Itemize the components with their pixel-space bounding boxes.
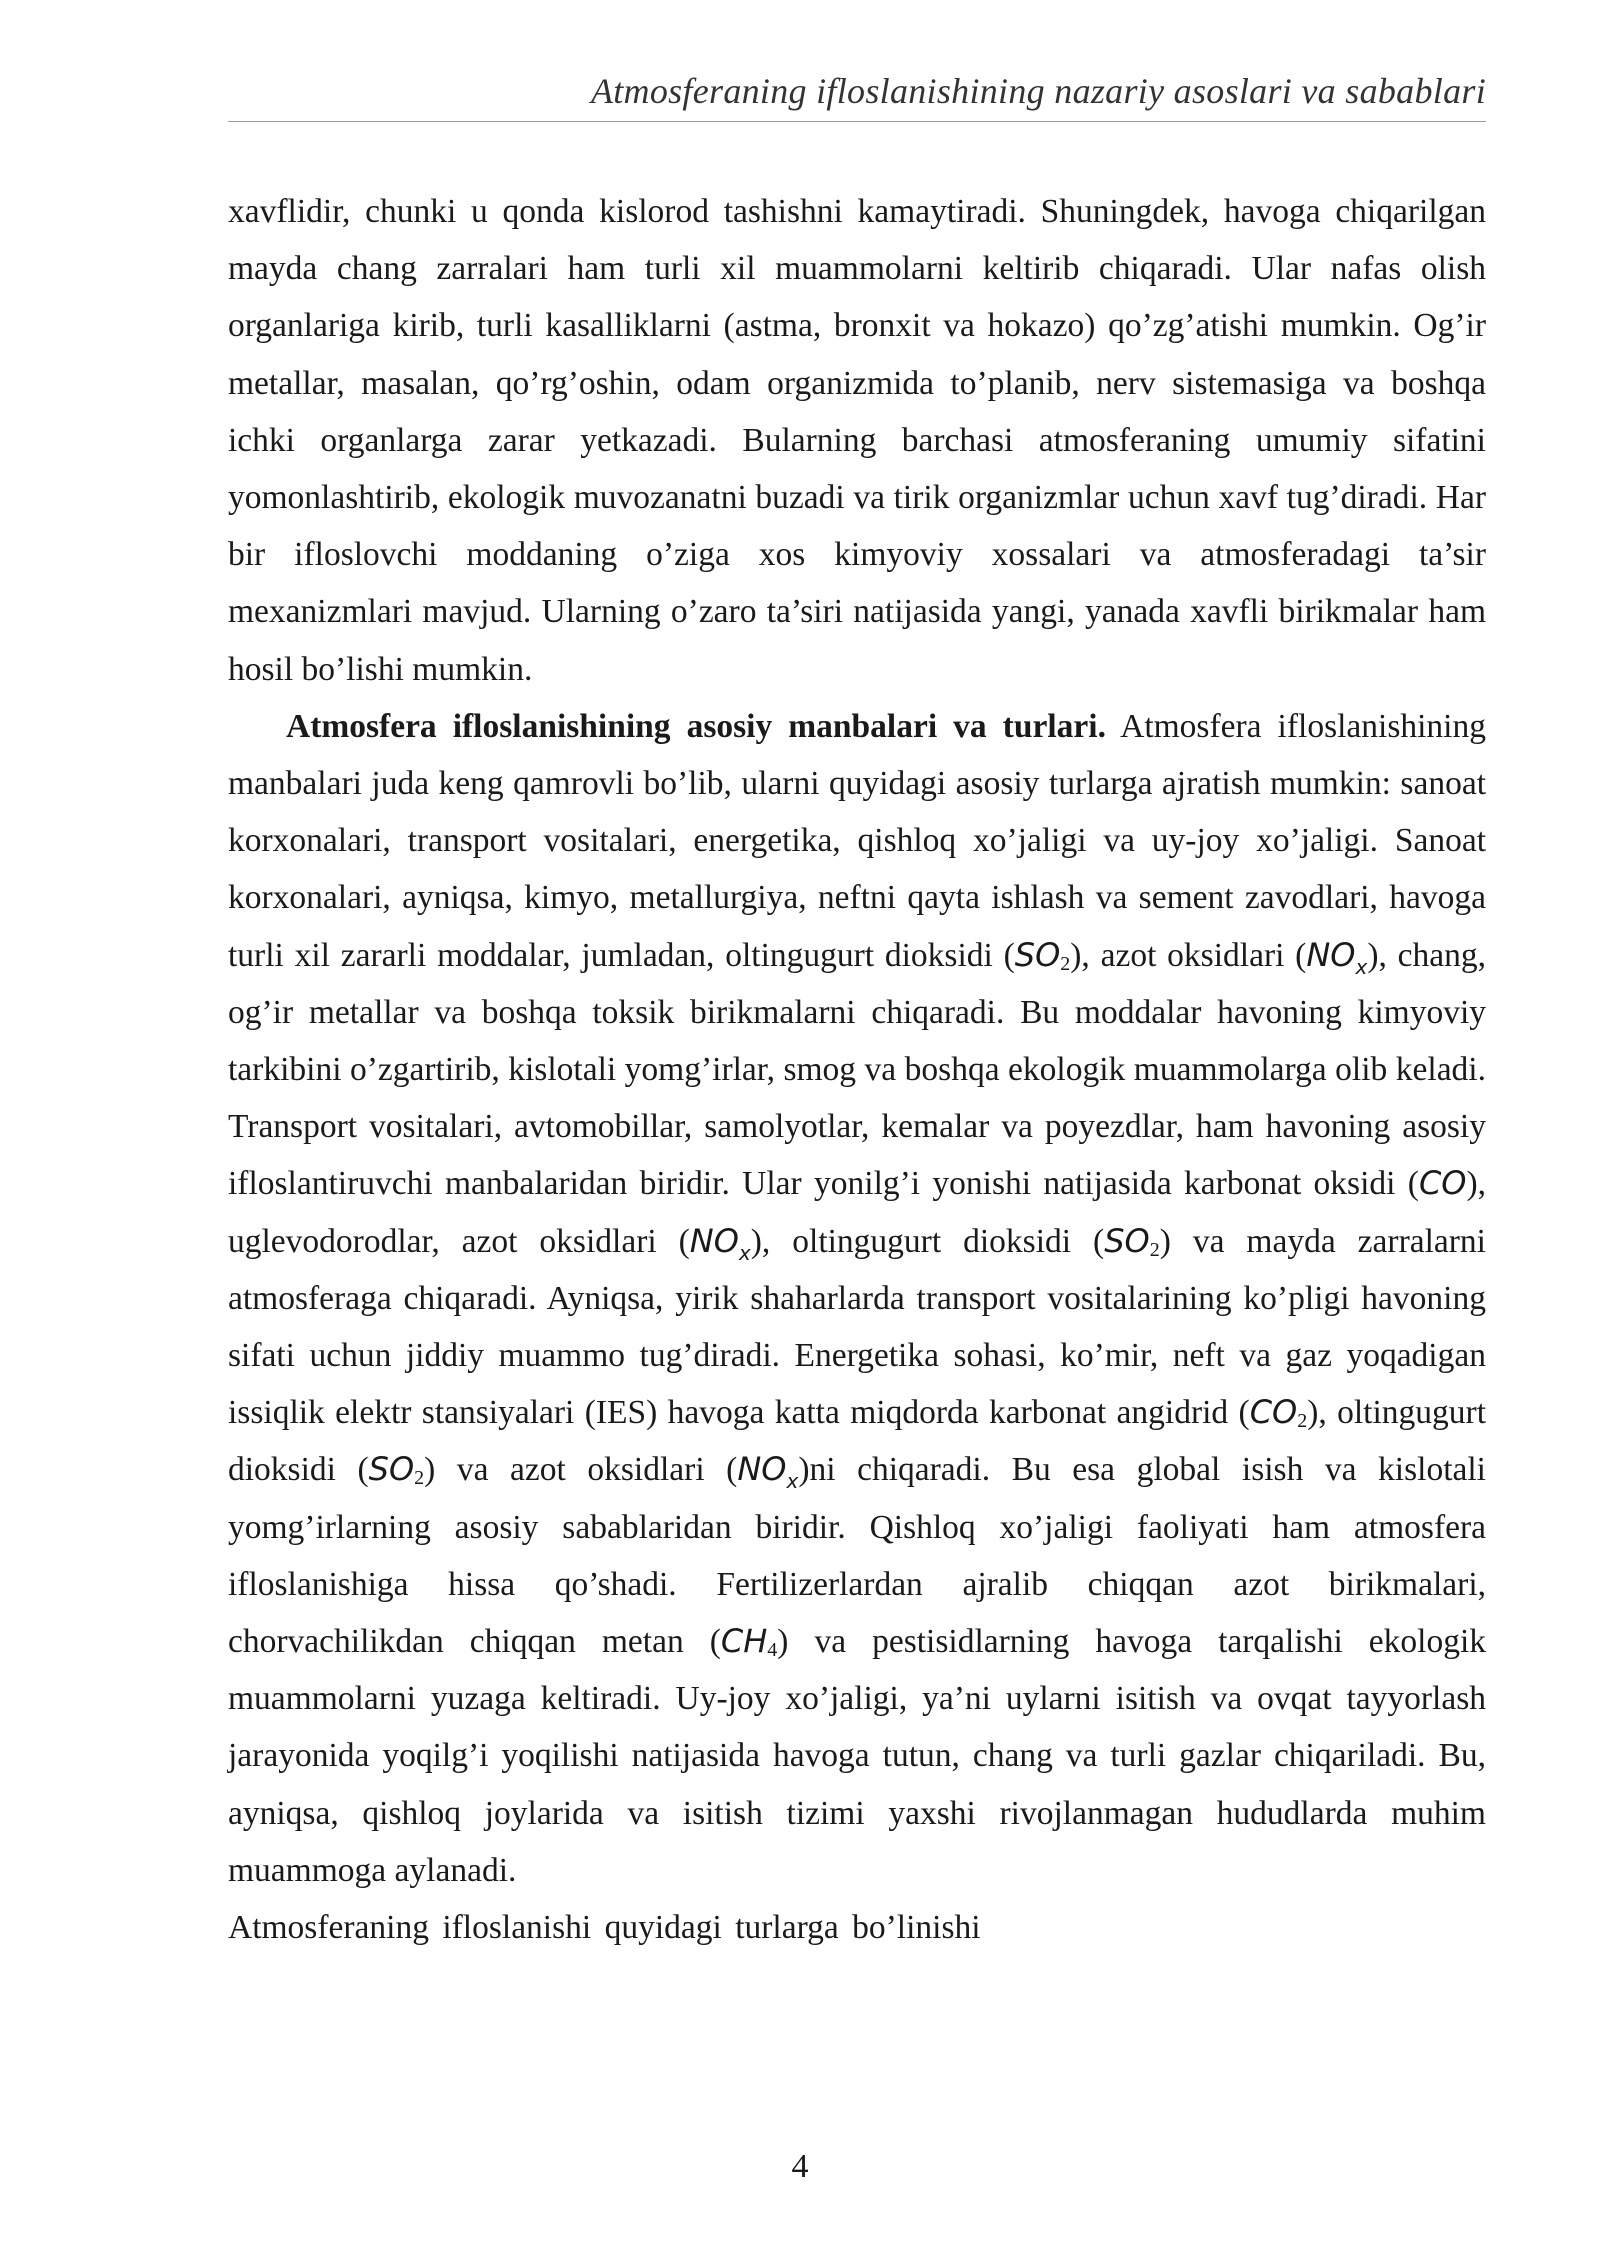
running-header-title: Atmosferaning ifloslanishining nazariy asoslari va sabablari <box>590 71 1486 111</box>
paragraph-2-text-1: Atmosfera ifloslanishining manbalari juda keng qamrovli bo’lib, ularni quyidagi asosiy turlarga ajratish mumkin: sanoat korxonalari, transport vositalari, energetika, qishloq xo’jaligi va uy-joy xo’jaligi. Sanoat korxonalari, ayniqsa, kimyo, metallurgiya, neftni qayta ishlash va sement zavodlari, havoga turli xil zararli moddalar, jumladan, oltingugurt dioksidi ( <box>228 707 1486 974</box>
paragraph-2-text-9: )ni chiqaradi. Bu esa global isish va kislotali yomg’irlarning asosiy sabablaridan biridir. Qishloq xo’jaligi faoliyati ham atmosfera ifloslanishiga hissa qo’shadi. Fertilizerlardan ajralib chiqqan azot birikmalari, chorvachilikdan chiqqan metan ( <box>228 1451 1486 1661</box>
paragraph-2-text-6: ) va mayda zarralarni atmosferaga chiqaradi. Ayniqsa, yirik shaharlarda transport vositalarining ko’pligi havoning sifati uchun jiddiy muammo tug’diradi. Energetika sohasi, ko’mir, neft va gaz yoqadigan issiqlik elektr stansiyalari (IES) havoga katta miqdorda karbonat angidrid ( <box>228 1222 1486 1432</box>
formula-nox: $NO_x$ <box>1306 935 1368 979</box>
formula-so2: $SO_2$ <box>1014 935 1071 975</box>
formula-ch4: $CH_4$ <box>720 1622 778 1662</box>
paragraph-2-text-5: ), oltingugurt dioksidi ( <box>750 1222 1105 1260</box>
paragraph-2-text-3: ), chang, og’ir metallar va boshqa toksik birikmalarni chiqaradi. Bu moddalar havoning kimyoviy tarkibini o’zgartirib, kislotali yomg’irlar, smog va boshqa ekologik muammolarga olib keladi. Transport vositalari, avtomobillar, samolyotlar, kemalar va poyezdlar, ham havoning asosiy ifloslantiruvchi manbalaridan biridir. Ular yonilg’i yonishi natijasida karbonat oksidi ( <box>228 936 1486 1203</box>
paragraph-2 <box>228 698 1486 1899</box>
formula-nox: $NO_x$ <box>737 1450 799 1494</box>
section-heading: Atmosfera ifloslanishining asosiy manbalari va turlari. <box>286 707 1106 745</box>
formula-so2: $SO_2$ <box>368 1450 425 1490</box>
paragraph-2-text-8: ) va azot oksidlari ( <box>424 1451 738 1489</box>
paragraph-2-text-10: ) va pestisidlarning havoga tarqalishi ekologik muammolarni yuzaga keltiradi. Uy-joy xo’jaligi, ya’ni uylarni isitish va ovqat tayyorlash jarayonida yoqilg’i yoqilishi natijasida havoga tutun, chang va turli gazlar chiqariladi. Bu, ayniqsa, qishloq joylarida va isitish tizimi yaxshi rivojlanmagan hududlarda muhim muammoga aylanadi. <box>228 1623 1486 1889</box>
paragraph-2-text-7: ), oltingugurt dioksidi ( <box>228 1394 1486 1489</box>
formula-so2: $SO_2$ <box>1104 1221 1160 1261</box>
page-number: 4 <box>791 2148 809 2185</box>
paragraph-3: Atmosferaning ifloslanishi quyidagi turlarga bo’linishi <box>228 1909 981 1947</box>
paragraph-1: xavflidir, chunki u qonda kislorod tashishni kamaytiradi. Shuningdek, havoga chiqarilgan mayda chang zarralari ham turli xil muammolarni keltirib chiqaradi. Ular nafas olish organlariga kirib, turli kasalliklarni (astma, bronxit va hokazo) qo’zg’atishi mumkin. Og’ir metallar, masalan, qo’rg’oshin, odam organizmida to’planib, nerv sistemasiga va boshqa ichki organlarga zarar yetkazadi. Bularning barchasi atmosferaning umumiy sifatini yomonlashtirib, ekologik muvozanatni buzadi va tirik organizmlar uchun xavf tug’diradi. Har bir ifloslovchi moddaning o’ziga xos kimyoviy xossalari va atmosferadagi ta’sir mexanizmlari mavjud. Ularning o’zaro ta’siri natijasida yangi, yanada xavfli birikmalar ham hosil bo’lishi mumkin. <box>228 193 1486 688</box>
paragraph-2-text-4: ), uglevodorodlar, azot oksidlari ( <box>228 1165 1486 1260</box>
body-text <box>228 183 1486 1956</box>
formula-co: CO <box>1418 1164 1467 1203</box>
formula-co2: $CO_2$ <box>1249 1393 1308 1433</box>
header-divider <box>228 121 1486 122</box>
formula-nox: $NO_x$ <box>689 1221 751 1265</box>
paragraph-2-text-2: ), azot oksidlari ( <box>1070 936 1307 974</box>
